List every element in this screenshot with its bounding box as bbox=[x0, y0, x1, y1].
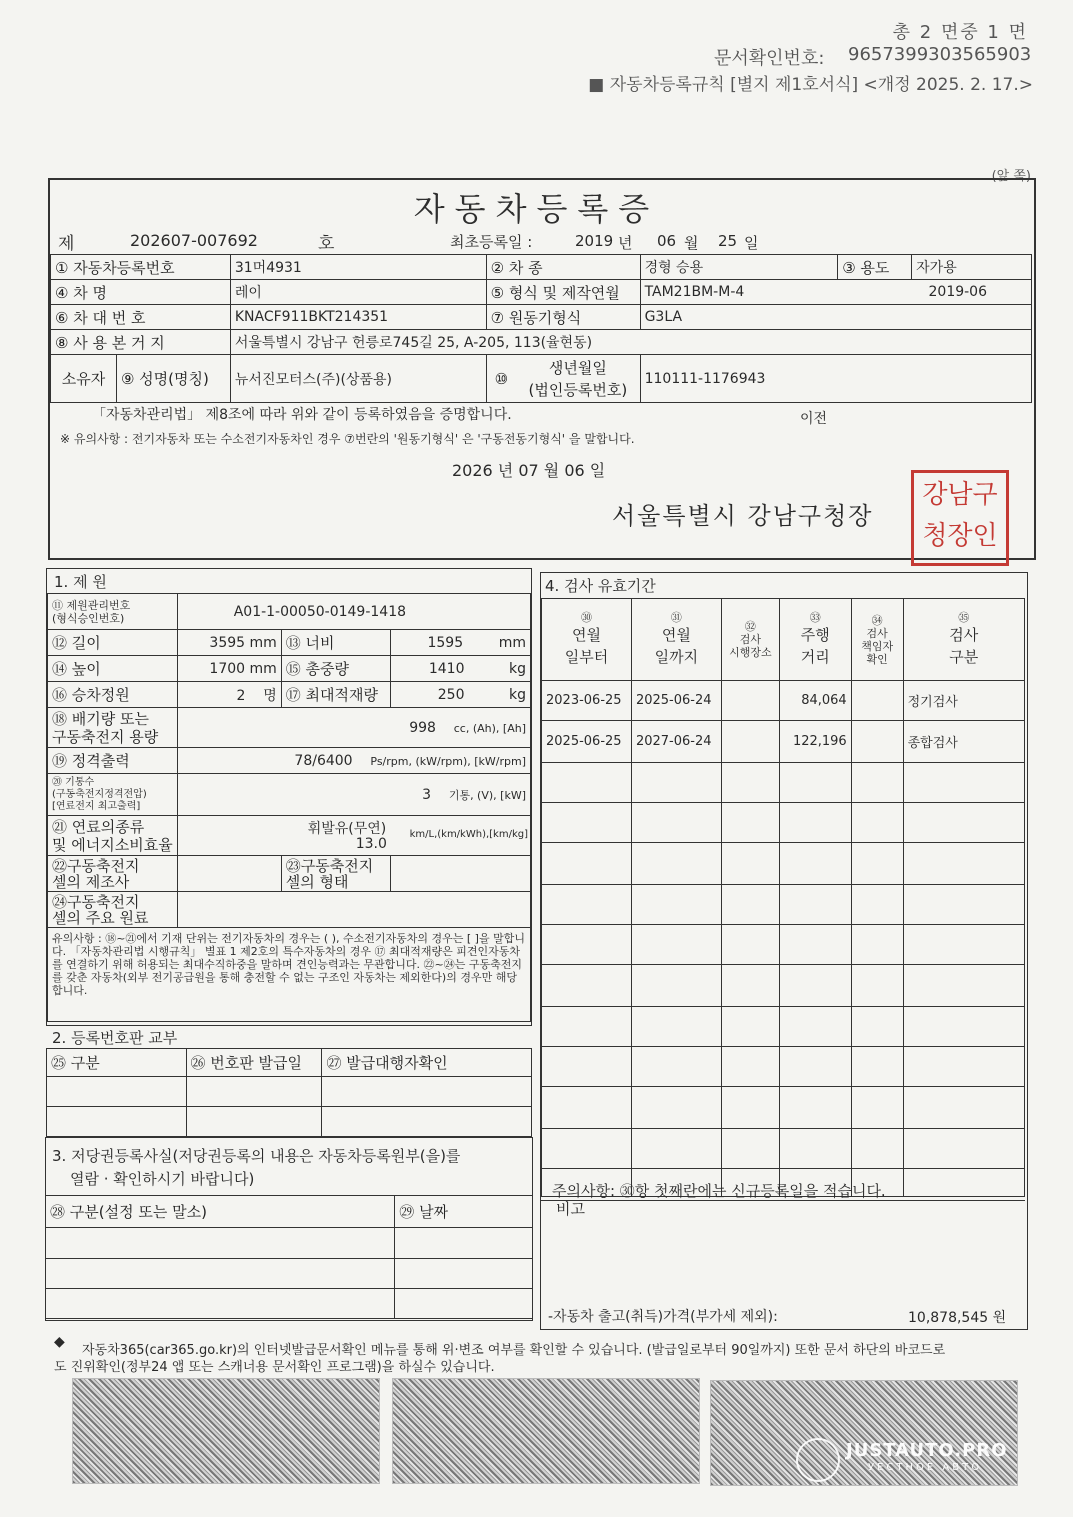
row-to: 2027-06-24 bbox=[631, 721, 721, 763]
lien-title-2: 열람 · 확인하시기 바랍니다) bbox=[70, 1170, 255, 1188]
lien-cell bbox=[395, 1289, 533, 1319]
header-to bbox=[631, 599, 721, 681]
issue-date: 2026 년 07 월 06 일 bbox=[452, 461, 606, 480]
cell-material-label bbox=[48, 892, 178, 928]
cell-maker-label-2: 셀의 제조사 bbox=[52, 872, 130, 891]
row-inspector bbox=[851, 721, 903, 763]
header-inspector-num: ㉞ bbox=[871, 613, 883, 627]
max-load-unit: kg bbox=[509, 686, 526, 703]
form-reference: ■ 자동차등록규칙 [별지 제1호서식] <개정 2025. 2. 17.> bbox=[588, 75, 1033, 95]
vin-value: KNACF911BKT214351 bbox=[230, 305, 486, 330]
lien-cell bbox=[395, 1259, 533, 1289]
cell-maker-value bbox=[177, 856, 281, 892]
spec-note-text: 유의사항 : ⑱~㉑에서 기재 단위는 전기자동차의 경우는 ( ), 수소전기자동차의 경우는 [ ]을 말합니다. 「자동차관리법 시행규칙」 별표 1 제2호의 특수자동차의 경우 ⑰ 최대적재량은 피견인자동차를 연결하기 위해 허용되는 최대수직하중을 말하며 견인능력과는 무관합니다. ㉒~㉔는 구동축전지를 갖춘 자동차(외부 전기공급원을 통해 충전할 수 없는 구조인 자동차는 제외한다)의 경우만 해당합니다. bbox=[52, 932, 525, 997]
owner-name-value: 뉴서진모터스(주)(상품용) bbox=[230, 355, 486, 403]
cylinders-unit: 기통, (V), [kW] bbox=[448, 788, 526, 802]
length-label: ⑫ 길이 bbox=[48, 630, 178, 656]
table-row bbox=[542, 721, 1025, 763]
length-number: 3595 bbox=[209, 634, 246, 651]
watermark-logo-icon bbox=[796, 1438, 840, 1482]
ev-note: ※ 유의사항 : 전기자동차 또는 수소전기자동차인 경우 ⑦번란의 '원동기형식' 은 '구동전동기형식' 을 말합니다. bbox=[60, 432, 635, 446]
issuer-name: 서울특별시 강남구청장 bbox=[612, 502, 874, 530]
spec-note bbox=[48, 928, 531, 1022]
owner-label: 소유자 bbox=[51, 355, 117, 403]
header-mileage-1: 주행 bbox=[800, 626, 830, 644]
max-load-number: 250 bbox=[437, 686, 465, 703]
inspection-caution: 주의사항: ㉚항 첫째란에는 신규등록일을 적습니다. bbox=[552, 1182, 886, 1200]
header-from-1: 연월 bbox=[571, 626, 601, 644]
plate-date-header: ㉖ 번호판 발급일 bbox=[186, 1049, 322, 1077]
row-inspector bbox=[851, 681, 903, 721]
birth-number-marker: ⑩ bbox=[486, 355, 516, 403]
model-value bbox=[640, 280, 1031, 305]
front-side-label: (앞 쪽) bbox=[991, 169, 1031, 184]
remarks-label: 비고 bbox=[556, 1200, 585, 1218]
displacement-label-1: ⑱ 배기량 또는 bbox=[52, 709, 149, 728]
price-unit: 원 bbox=[992, 1310, 1007, 1326]
plate-title: 2. 등록번호판 교부 bbox=[52, 1029, 178, 1047]
lien-table bbox=[45, 1195, 533, 1319]
capacity-label: ⑯ 승차정원 bbox=[48, 682, 178, 708]
birth-label bbox=[516, 355, 640, 403]
table-row bbox=[542, 681, 1025, 721]
gross-weight-value bbox=[391, 656, 531, 682]
reg-number-label: ① 자동차등록번호 bbox=[51, 255, 231, 280]
lien-date-header: ㉙ 날짜 bbox=[395, 1196, 533, 1228]
transfer-mark: 이전 bbox=[800, 411, 828, 427]
cylinders-label-1: ⑳ 기통수 bbox=[52, 776, 95, 788]
displacement-number: 998 bbox=[409, 719, 436, 736]
engine-type-value: G3LA bbox=[640, 305, 1031, 330]
fuel-label-1: ㉑ 연료의종류 bbox=[52, 817, 145, 836]
birth-label-line1: 생년월일 bbox=[548, 358, 607, 377]
spec-id-label-2: (형식승인번호) bbox=[52, 611, 125, 625]
spec-id-label bbox=[48, 594, 178, 630]
price-number: 10,878,545 bbox=[908, 1310, 989, 1326]
height-value bbox=[177, 656, 281, 682]
watermark-subtext: УЕСТНОЕ АВТО bbox=[868, 1462, 983, 1473]
header-to-1: 연월 bbox=[661, 626, 691, 644]
vin-label: ⑥ 차 대 번 호 bbox=[51, 305, 231, 330]
header-to-2: 일까지 bbox=[654, 648, 699, 666]
width-label: ⑬ 너비 bbox=[281, 630, 390, 656]
footer-text-1: 자동차365(car365.go.kr)의 인터넷발급문서확인 메뉴를 통해 위·변조 여부를 확인할 수 있습니다. (발급일로부터 90일까지) 또한 문서 하단의 바코드로 bbox=[82, 1343, 946, 1358]
length-unit: mm bbox=[249, 634, 277, 651]
max-load-value bbox=[391, 682, 531, 708]
power-value bbox=[177, 748, 530, 774]
usage-label: ③ 용도 bbox=[838, 255, 912, 280]
doc-confirm-label: 문서확인번호: bbox=[714, 48, 825, 69]
cylinders-number: 3 bbox=[422, 786, 431, 803]
model-label: ⑤ 형식 및 제작연월 bbox=[486, 280, 640, 305]
header-kind-2: 구분 bbox=[949, 648, 979, 666]
header-from-2: 일부터 bbox=[564, 648, 609, 666]
header-place-1: 검사 bbox=[739, 633, 761, 646]
vehicle-name-value: 레이 bbox=[230, 280, 486, 305]
length-value bbox=[177, 630, 281, 656]
usage-value: 자가용 bbox=[912, 255, 1032, 280]
width-value bbox=[391, 630, 531, 656]
height-unit: mm bbox=[249, 660, 277, 677]
header-inspector-1: 검사 bbox=[866, 626, 888, 640]
first-registration-day: 25 bbox=[718, 232, 738, 250]
fuel-value bbox=[177, 816, 530, 856]
first-registration-label: 최초등록일 : bbox=[450, 233, 533, 251]
header-inspector bbox=[851, 599, 903, 681]
fuel-label bbox=[48, 816, 178, 856]
model-type: TAM21BM-M-4 bbox=[644, 284, 745, 300]
lien-cell bbox=[395, 1228, 533, 1259]
gross-weight-label: ⑮ 총중량 bbox=[281, 656, 390, 682]
header-inspector-3: 확인 bbox=[866, 652, 888, 666]
certificate-title: 자동차등록증 bbox=[413, 190, 660, 228]
plate-table bbox=[46, 1048, 532, 1137]
barcode-1 bbox=[72, 1378, 380, 1484]
cell-maker-label-1: ㉒구동축전지 bbox=[52, 856, 140, 875]
watermark-text: JUSTAUTO.PRO bbox=[846, 1440, 1008, 1461]
corporate-reg-number: 110111-1176943 bbox=[640, 355, 1031, 403]
first-registration-year: 2019 bbox=[575, 232, 614, 250]
official-seal bbox=[911, 470, 1009, 566]
row-from: 2025-06-25 bbox=[542, 721, 632, 763]
lien-cell bbox=[46, 1289, 395, 1319]
vehicle-info-table bbox=[50, 254, 1032, 355]
header-from bbox=[542, 599, 632, 681]
lien-cell bbox=[46, 1228, 395, 1259]
width-number: 1595 bbox=[427, 634, 464, 651]
barcode-2 bbox=[392, 1378, 700, 1484]
inspection-title: 4. 검사 유효기간 bbox=[545, 577, 656, 595]
header-inspector-2: 책임자 bbox=[861, 639, 894, 653]
row-place bbox=[721, 681, 779, 721]
power-unit: Ps/rpm, (kW/rpm), [kW/rpm] bbox=[370, 754, 526, 768]
displacement-unit: cc, (Ah), [Ah] bbox=[453, 721, 526, 735]
displacement-value bbox=[177, 708, 530, 748]
gross-weight-number: 1410 bbox=[428, 660, 465, 677]
certification-statement: 「자동차관리법」 제8조에 따라 위와 같이 등록하였음을 증명합니다. bbox=[92, 407, 512, 423]
gross-weight-unit: kg bbox=[509, 660, 526, 677]
capacity-value bbox=[177, 682, 281, 708]
spec-table bbox=[47, 593, 531, 1022]
plate-cell bbox=[186, 1077, 322, 1107]
header-kind bbox=[903, 599, 1024, 681]
footer-text-2: 도 진위확인(정부24 앱 또는 스캐너용 문서확인 프로그램)을 하실수 있습니다. bbox=[54, 1360, 495, 1375]
manufacture-date: 2019-06 bbox=[928, 284, 987, 300]
page-count: 총 2 면중 1 면 bbox=[892, 22, 1028, 43]
height-number: 1700 bbox=[209, 660, 246, 677]
remarks-divider bbox=[541, 1200, 1025, 1201]
day-unit: 일 bbox=[744, 234, 759, 252]
cell-maker-label bbox=[48, 856, 178, 892]
cylinders-label-2: (구동축전지정격전압) bbox=[52, 788, 147, 800]
cylinders-label-3: [연료전지 최고출력] bbox=[52, 800, 141, 812]
plate-kind-header: ㉕ 구분 bbox=[47, 1049, 187, 1077]
header-mileage bbox=[779, 599, 851, 681]
header-mileage-num: ㉝ bbox=[809, 611, 821, 624]
row-kind: 종합검사 bbox=[903, 721, 1024, 763]
width-unit: mm bbox=[498, 634, 526, 651]
row-kind: 정기검사 bbox=[903, 681, 1024, 721]
cell-material-label-1: ㉔구동축전지 bbox=[52, 892, 140, 911]
header-from-num: ㉚ bbox=[580, 611, 592, 624]
year-unit: 년 bbox=[618, 234, 633, 252]
base-location-value: 서울특별시 강남구 헌릉로745길 25, A-205, 113(율현동) bbox=[230, 330, 1031, 355]
base-location-label: ⑧ 사 용 본 거 지 bbox=[51, 330, 231, 355]
first-registration-month: 06 bbox=[657, 232, 677, 250]
spec-id-value: A01-1-00050-0149-1418 bbox=[177, 594, 530, 630]
cylinders-value bbox=[177, 774, 530, 816]
displacement-label bbox=[48, 708, 178, 748]
plate-cell bbox=[47, 1077, 187, 1107]
displacement-label-2: 구동축전지 용량 bbox=[52, 727, 159, 746]
inspection-table bbox=[541, 598, 1025, 1197]
cert-number-suffix: 호 bbox=[318, 234, 335, 254]
lien-title-1: 3. 저당권등록사실(저당권등록의 내용은 자동차등록원부(을)를 bbox=[52, 1147, 461, 1165]
header-place-2: 시행장소 bbox=[729, 646, 772, 659]
plate-agent-header: ㉗ 발급대행자확인 bbox=[322, 1049, 532, 1077]
lien-cell bbox=[46, 1259, 395, 1289]
seal-text: 강남구청장인 bbox=[922, 480, 998, 551]
cell-form-label-2: 셀의 형태 bbox=[285, 872, 349, 891]
fuel-type: 휘발유(무연) bbox=[307, 821, 387, 837]
cell-material-value bbox=[177, 892, 530, 928]
birth-label-line2: (법인등록번호) bbox=[528, 380, 628, 399]
capacity-unit: 명 bbox=[263, 687, 277, 704]
header-kind-1: 검사 bbox=[949, 626, 979, 644]
cell-material-label-2: 셀의 주요 원료 bbox=[52, 908, 149, 927]
row-from: 2023-06-25 bbox=[542, 681, 632, 721]
row-mileage: 122,196 bbox=[779, 721, 851, 763]
month-unit: 월 bbox=[684, 234, 699, 252]
header-mileage-2: 거리 bbox=[800, 648, 830, 666]
cert-number: 202607-007692 bbox=[130, 231, 258, 250]
price-label: -자동차 출고(취득)가격(부가세 제외): bbox=[548, 1309, 778, 1325]
header-kind-num: ㉟ bbox=[958, 611, 970, 624]
cert-number-prefix: 제 bbox=[58, 234, 75, 254]
vehicle-type-label: ② 차 종 bbox=[486, 255, 640, 280]
cell-form-value bbox=[391, 856, 531, 892]
row-to: 2025-06-24 bbox=[631, 681, 721, 721]
plate-cell bbox=[47, 1107, 187, 1137]
plate-cell bbox=[186, 1107, 322, 1137]
price-value bbox=[908, 1307, 1006, 1327]
vehicle-type-value: 경형 승용 bbox=[640, 255, 838, 280]
cell-form-label-1: ㉓구동축전지 bbox=[285, 856, 374, 875]
vehicle-name-label: ④ 차 명 bbox=[51, 280, 231, 305]
plate-cell bbox=[322, 1107, 532, 1137]
cell-form-label bbox=[281, 856, 390, 892]
fuel-unit: km/L,(km/kWh),[km/kg] bbox=[409, 829, 528, 840]
doc-confirm-number: 9657399303565903 bbox=[848, 44, 1032, 65]
height-label: ⑭ 높이 bbox=[48, 656, 178, 682]
reg-number-value: 31머4931 bbox=[230, 255, 486, 280]
fuel-efficiency: 13.0 bbox=[355, 836, 387, 852]
row-mileage: 84,064 bbox=[779, 681, 851, 721]
header-to-num: ㉛ bbox=[670, 611, 682, 624]
power-label: ⑲ 정격출력 bbox=[48, 748, 178, 774]
header-place-num: ㉜ bbox=[744, 620, 756, 633]
footer-bullet: ◆ bbox=[54, 1334, 65, 1350]
spec-title: 1. 제 원 bbox=[54, 573, 107, 591]
owner-name-label: ⑨ 성명(명칭) bbox=[116, 355, 230, 403]
max-load-label: ⑰ 최대적재량 bbox=[281, 682, 390, 708]
plate-cell bbox=[322, 1077, 532, 1107]
lien-kind-header: ㉘ 구분(설정 또는 말소) bbox=[46, 1196, 395, 1228]
spec-id-label-1: ⑪ 제원관리번호 bbox=[52, 598, 131, 612]
header-place bbox=[721, 599, 779, 681]
fuel-label-2: 및 에너지소비효율 bbox=[52, 835, 173, 854]
power-number: 78/6400 bbox=[294, 752, 353, 769]
capacity-number: 2 bbox=[236, 687, 246, 704]
owner-table bbox=[50, 354, 1032, 403]
row-place bbox=[721, 721, 779, 763]
cylinders-label bbox=[48, 774, 178, 816]
engine-type-label: ⑦ 원동기형식 bbox=[486, 305, 640, 330]
